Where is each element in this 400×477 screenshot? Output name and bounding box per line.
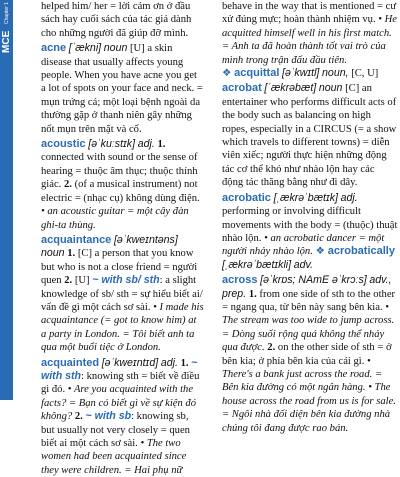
example: • There's a bank just across the road. = Bên kia đường có một ngân hàng. (222, 355, 383, 394)
example: • I made his acquaintance (= got to know him) at a party in London. = Tôi biết anh ta qua một buổi tiệc ở London. (41, 301, 204, 354)
phrase: ~ with sth (41, 356, 198, 382)
sense-number: 1. (157, 139, 166, 151)
example: • an acoustic guitar = một cây đàn ghi-ta thùng. (41, 206, 189, 231)
definition: (of a musical instrument) not electric = (nhạc cụ) không dùng điện. (41, 179, 200, 204)
definition: : knowing sb, but usually not very closely = quen biết ai một cách sơ sài. (41, 411, 190, 449)
entry-acquittal (222, 67, 398, 80)
derivative-icon: ❖ (222, 68, 232, 80)
entry-acrobat (222, 82, 398, 189)
headword: acne (41, 42, 67, 55)
sense-number: 1. (180, 357, 189, 369)
headword: acrobatic (222, 191, 271, 204)
headword: across (222, 274, 258, 287)
definition: behave in the way that is mentioned = cư xử đúng mực; hoàn thành nhiệm vụ. (222, 1, 397, 26)
definition: a skin disease that usually affects young people. When you have acne you get a lot of spots on your face and neck. = mụn trứng cá; một loại bệnh ngoài da thường gặp ở thanh niên gây những nốt mụn trên mặt và cổ. (41, 43, 203, 135)
pronunciation: [əˈkuːstɪk] (88, 138, 136, 151)
example: • The two women had been acquainted since they were children. = Hai phụ nữ (41, 438, 187, 476)
entry-acoustic (41, 138, 204, 232)
part-of-speech: adv., prep. (222, 274, 392, 300)
grammar-tag: [C, U] (351, 68, 379, 80)
grammar-tag: [U] (74, 275, 90, 287)
grammar-tag: [U] (130, 43, 145, 55)
sense-number: 2. (74, 411, 83, 423)
example: • He acquitted himself well in his first match. = Anh ta đã hoàn thành tốt vai trò của mình trong trận đấu đầu tiên. (222, 14, 397, 66)
entry-continuation (222, 0, 398, 67)
headword: acquainted (41, 356, 100, 369)
entry-acrobatic (222, 192, 398, 272)
pronunciation: [ˈækrəbæt] (264, 82, 317, 95)
definition: : a slight knowledge of sb/ sth = sự hiểu biết ai/ vấn đề gì một cách sơ sài. (41, 275, 203, 313)
definition: performing or involving difficult movements with the body = (thuộc) thuật nhào lộn. (222, 206, 398, 244)
part-of-speech: noun (41, 247, 65, 260)
part-of-speech: adv. (293, 258, 314, 271)
headword: acquaintance (41, 233, 112, 246)
part-of-speech: noun (103, 42, 128, 55)
sense-number: 2. (63, 179, 72, 191)
part-of-speech: adj. (340, 191, 358, 204)
left-column (41, 0, 204, 477)
right-column (222, 0, 398, 435)
definition: [C] a person that you know but who is not a close friend = người quen (41, 248, 198, 287)
entry-continuation: helped him/ her = lời cảm ơn ở đầu sách hay cuối sách của tác giả dành cho những người đã giúp đỡ mình. (41, 1, 192, 39)
derivative-icon: ❖ (315, 246, 326, 258)
sense-number: 1. (248, 288, 257, 300)
definition: an entertainer who performs difficult acts of the body such as balancing on high ropes, especially in a CIRCUS (= a show which travels to different towns) = diễn viên xiếc; người thực hiện những động tác cơ thể khó như nhào lộn hay các động tác thăng bằng như đi dây. (222, 83, 397, 189)
chapter-tab-label (1, 2, 13, 53)
grammar-tag: [C] (345, 83, 360, 95)
definition: : knowing sth = biết về điều gì đó. (41, 370, 200, 396)
part-of-speech: noun, (322, 67, 349, 80)
example: • Are you acquainted with the facts? = Bạn có biết gì về sự kiện đó không? (41, 384, 197, 423)
tab-label: MCE (1, 30, 12, 53)
chapter-tab (0, 0, 13, 400)
sense-number: 2. (267, 342, 276, 354)
pronunciation: [ˌækrəˈbætɪkli] (222, 258, 292, 271)
pronunciation: [əˈkweɪntɪd] (101, 356, 159, 369)
tab-sub: Chapter 1 (4, 2, 10, 24)
definition: on the other side of sth = ở bên kia; ở phía bên kia của cái gì. (222, 342, 392, 367)
headword: acrobat (222, 82, 262, 95)
example: • The stream was too wide to jump across. = Dòng suối rộng quá không thể nhảy qua được. (222, 301, 395, 354)
headword: acoustic (41, 138, 86, 151)
pronunciation: [ˈækni] (68, 42, 102, 55)
pronunciation: [ˌækrəˈbætɪk] (273, 191, 338, 204)
sense-number: 2. (64, 275, 73, 287)
definition: from one side of sth to the other = ngang qua, từ bên này sang bên kia. (222, 288, 396, 313)
part-of-speech: noun (318, 82, 343, 95)
pronunciation: [əˈkweɪntəns] (113, 233, 178, 246)
example: • an acrobatic dancer = một người nhảy nhào lộn. (222, 232, 385, 258)
pronunciation: [əˈkwɪtl] (282, 67, 320, 80)
derivative-headword: acrobatically (327, 245, 395, 258)
phrase: ~ with sb/ sth (92, 274, 160, 287)
sense-number: 1. (67, 248, 76, 260)
definition: connected with sound or the sense of hearing = thuộc âm thục; thuộc thính giác. (41, 152, 198, 191)
headword: acquittal (234, 67, 280, 80)
entry-acquainted (41, 357, 204, 477)
phrase: ~ with sb (85, 410, 132, 423)
entry-acquaintance (41, 234, 204, 355)
entry-acne (41, 42, 204, 136)
pronunciation: [əˈkrɒs; NAmE əˈkrɔːs] (260, 274, 367, 287)
part-of-speech: adj. (137, 138, 155, 151)
part-of-speech: adj. (160, 356, 178, 369)
entry-across (222, 274, 398, 435)
example: • The house across the road from us is for sale. = Ngôi nhà đối diện bên kia đường nhà chúng tôi đang được rao bán. (222, 382, 396, 434)
